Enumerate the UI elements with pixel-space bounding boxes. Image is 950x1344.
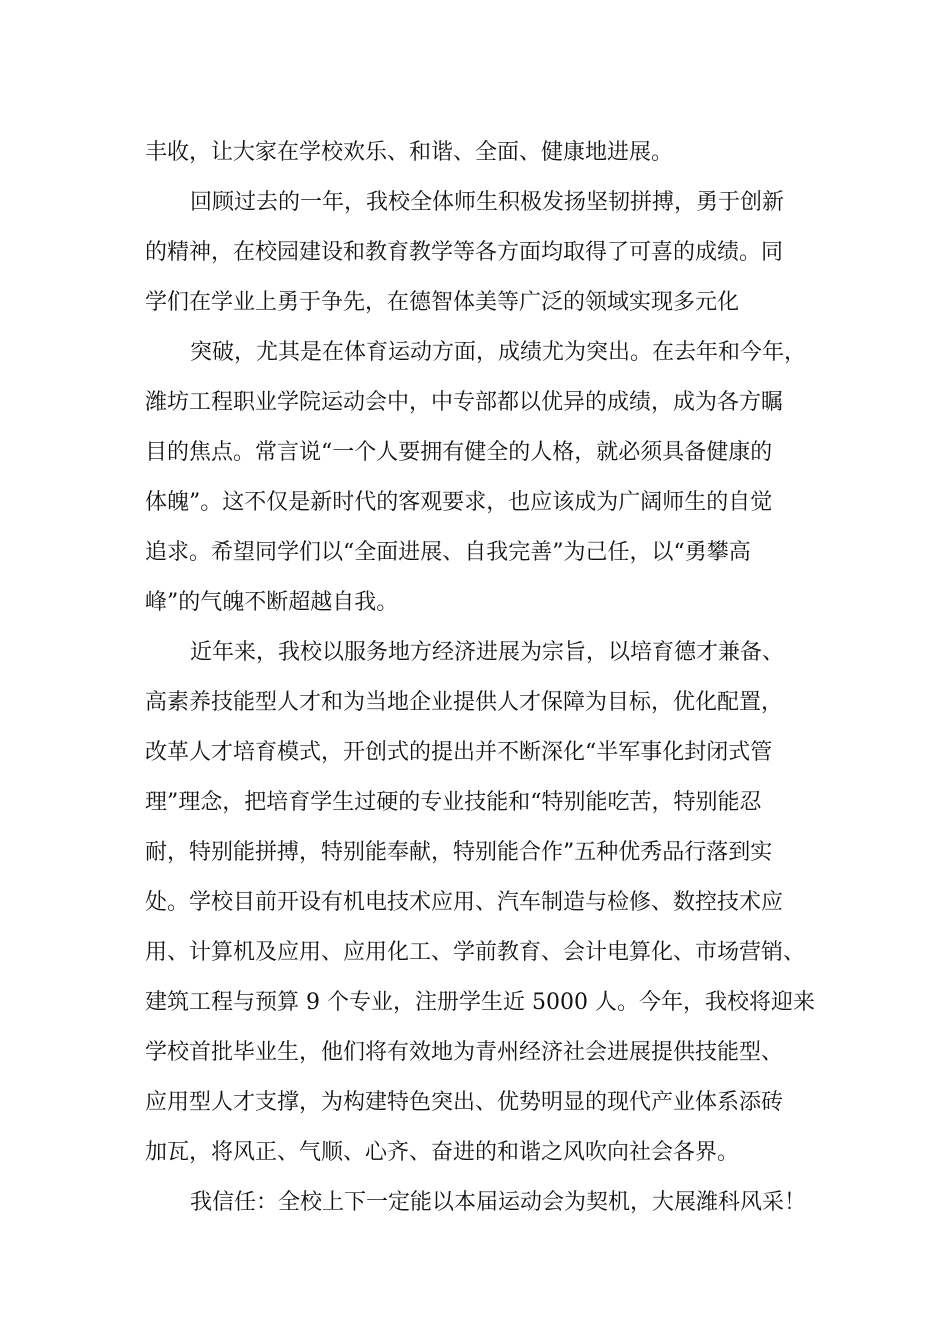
text-line-7: 目的焦点。常言说“一个人要拥有健全的人格，就必须具备健康的 — [145, 440, 773, 465]
text-line-15: 耐，特别能拼搏，特别能奉献，特别能合作”五种优秀品行落到实 — [145, 840, 773, 865]
text-line-4: 学们在学业上勇于争先，在德智体美等广泛的领域实现多元化 — [145, 290, 740, 315]
text-line-11: 近年来，我校以服务地方经济进展为宗旨，以培育德才兼备、 — [190, 640, 785, 665]
text-line-8: 体魄”。这不仅是新时代的客观要求，也应该成为广阔师生的自觉 — [145, 490, 773, 515]
text-line-6: 潍坊工程职业学院运动会中，中专部都以优异的成绩，成为各方瞩 — [145, 390, 784, 415]
text-line-1: 丰收，让大家在学校欢乐、和谐、全面、健康地进展。 — [145, 140, 674, 165]
text-line-14: 理”理念，把培育学生过硬的专业技能和“特别能吃苦，特别能忍 — [145, 790, 762, 815]
text-line-18: 建筑工程与预算 9 个专业，注册学生近 5000 人。今年，我校将迎来 — [145, 990, 815, 1015]
text-line-20: 应用型人才支撑，为构建特色突出、优势明显的现代产业体系添砖 — [145, 1090, 784, 1115]
text-line-5: 突破，尤其是在体育运动方面，成绩尤为突出。在去年和今年， — [190, 340, 807, 365]
text-line-2: 回顾过去的一年，我校全体师生积极发扬坚韧拼搏，勇于创新 — [190, 190, 785, 215]
text-line-9: 追求。希望同学们以“全面进展、自我完善”为己任，以“勇攀高 — [145, 540, 751, 565]
text-line-12: 高素养技能型人才和为当地企业提供人才保障为目标，优化配置， — [145, 690, 784, 715]
text-line-10: 峰”的气魄不断超越自我。 — [145, 590, 399, 615]
text-line-21: 加瓦，将风正、气顺、心齐、奋进的和谐之风吹向社会各界。 — [145, 1140, 740, 1165]
text-line-13: 改革人才培育模式，开创式的提出并不断深化“半军事化封闭式管 — [145, 740, 773, 765]
text-line-19: 学校首批毕业生，他们将有效地为青州经济社会进展提供技能型、 — [145, 1040, 784, 1065]
text-line-3: 的精神，在校园建设和教育教学等各方面均取得了可喜的成绩。同 — [145, 240, 784, 265]
text-line-22: 我信任：全校上下一定能以本届运动会为契机，大展潍科风采！ — [190, 1190, 807, 1215]
text-line-16: 处。学校目前开设有机电技术应用、汽车制造与检修、数控技术应 — [145, 890, 784, 915]
text-line-17: 用、计算机及应用、应用化工、学前教育、会计电算化、市场营销、 — [145, 940, 806, 965]
